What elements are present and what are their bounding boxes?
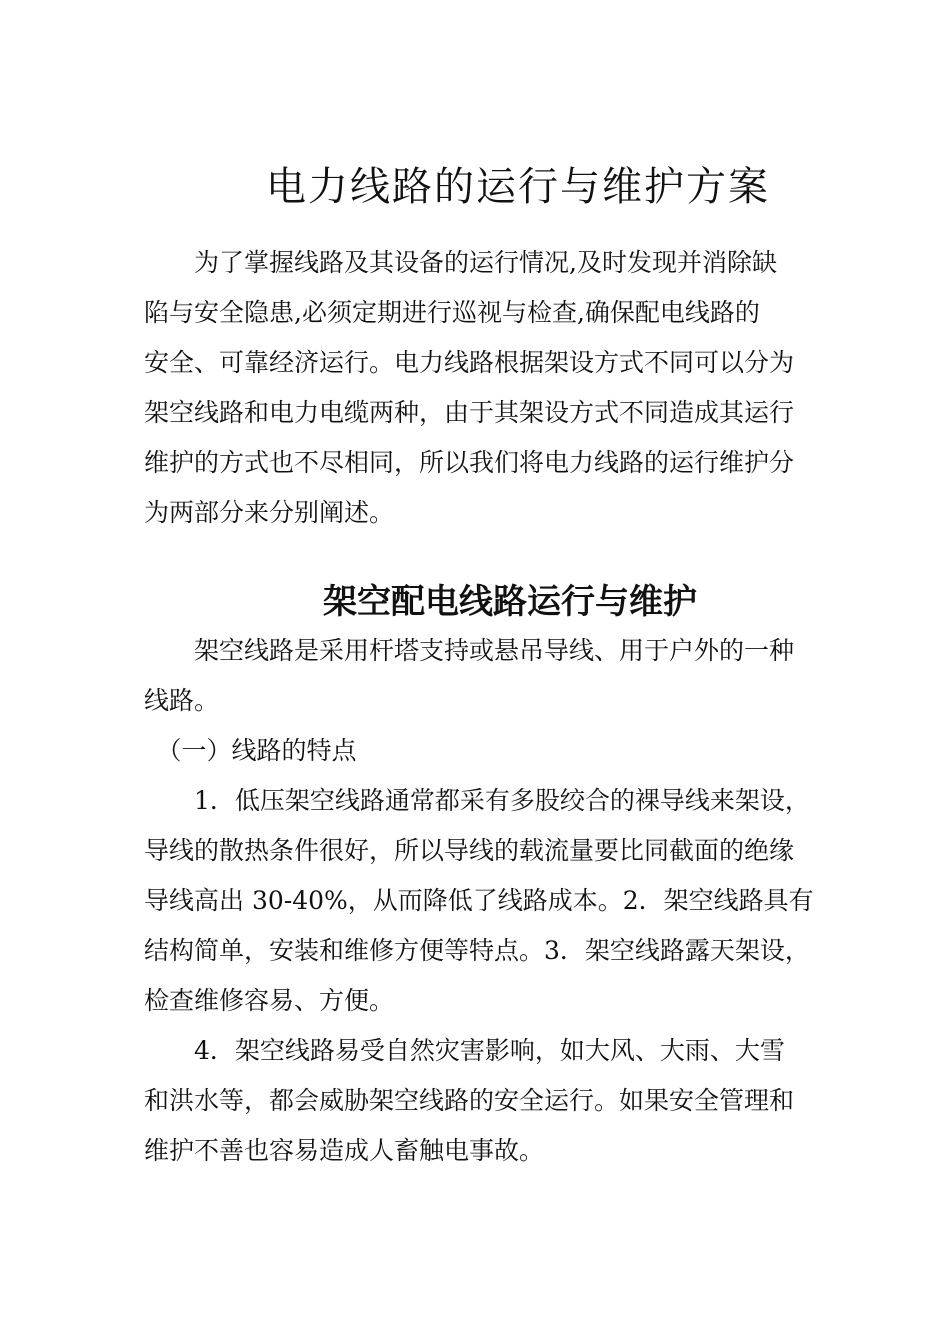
section-heading: 架空配电线路运行与维护 xyxy=(323,582,697,623)
features-paragraph xyxy=(144,776,844,1026)
intro-line: 维护的方式也不尽相同，所以我们将电力线路的运行维护分 xyxy=(144,448,795,477)
subheading-line: （一）线路的特点 xyxy=(144,736,357,765)
overhead-definition-paragraph xyxy=(144,626,844,726)
features-line: 检查维修容易、方便。 xyxy=(144,986,395,1015)
subheading-features xyxy=(144,726,844,776)
features-line: 结构简单，安装和维修方便等特点。3．架空线路露天架设， xyxy=(144,936,810,965)
intro-line: 为两部分来分别阐述。 xyxy=(144,498,395,527)
features-line: 导线高出 30-40%，从而降低了线路成本。2．架空线路具有 xyxy=(144,886,814,915)
feature-four-line: 和洪水等，都会威胁架空线路的安全运行。如果安全管理和 xyxy=(144,1086,795,1115)
feature-four-line: 4．架空线路易受自然灾害影响，如大风、大雨、大雪 xyxy=(144,1036,785,1065)
intro-paragraph xyxy=(144,238,844,538)
features-line: 1．低压架空线路通常都采有多股绞合的裸导线来架设， xyxy=(144,786,810,815)
feature-four-paragraph xyxy=(144,1026,844,1176)
definition-line: 架空线路是采用杆塔支持或悬吊导线、用于户外的一种 xyxy=(144,636,795,665)
definition-line: 线路。 xyxy=(144,686,220,715)
intro-line: 架空线路和电力电缆两种，由于其架设方式不同造成其运行 xyxy=(144,398,795,427)
intro-line: 安全、可靠经济运行。电力线路根据架设方式不同可以分为 xyxy=(144,348,795,377)
feature-four-line: 维护不善也容易造成人畜触电事故。 xyxy=(144,1136,545,1165)
document-title: 电力线路的运行与维护方案 xyxy=(266,163,770,210)
intro-line: 为了掌握线路及其设备的运行情况,及时发现并消除缺 xyxy=(144,248,777,277)
features-line: 导线的散热条件很好，所以导线的载流量要比同截面的绝缘 xyxy=(144,836,795,865)
intro-line: 陷与安全隐患,必须定期进行巡视与检查,确保配电线路的 xyxy=(144,298,760,327)
